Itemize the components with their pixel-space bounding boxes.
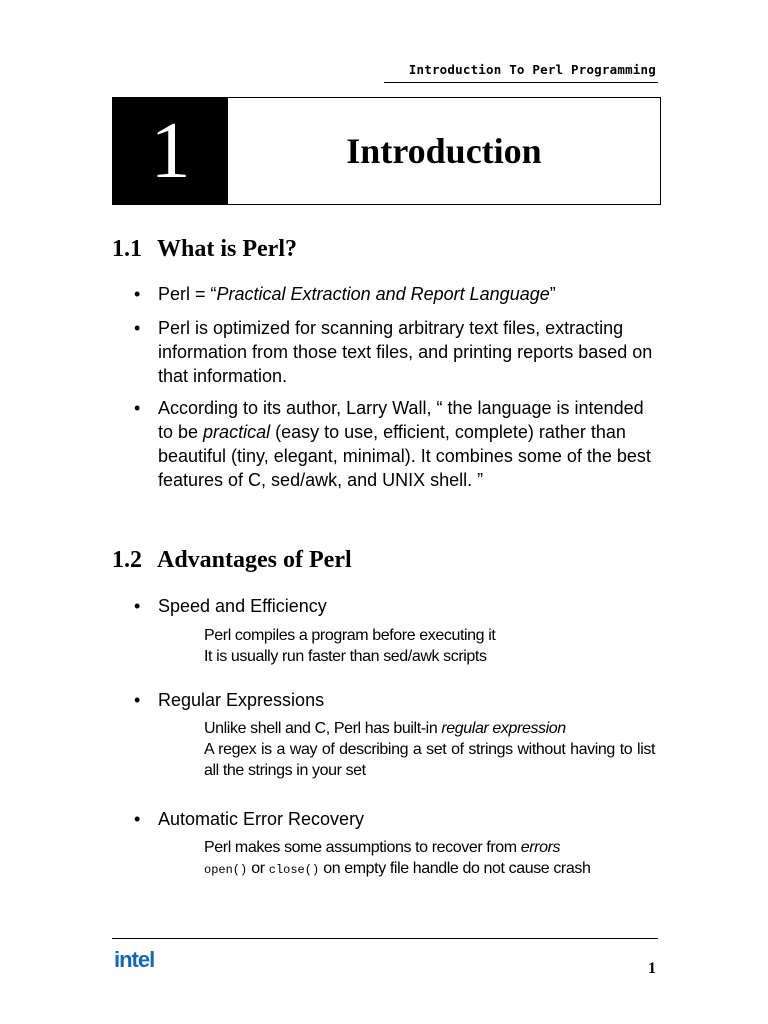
bullet-text: Perl is optimized for scanning arbitrary text files, extracting information from those text files, and printing reports based on that information.	[158, 318, 653, 386]
bullet-italic-text: practical	[203, 422, 271, 442]
running-header-title: Introduction To Perl Programming	[408, 62, 656, 77]
bullet-label: Regular Expressions	[158, 690, 325, 710]
detail-italic-text: errors	[520, 839, 561, 856]
bullet-speed	[134, 594, 654, 618]
bullet-icon: •	[134, 809, 141, 829]
regex-details	[204, 718, 655, 781]
bullet-text: Perl = “	[158, 284, 217, 304]
detail-line: A regex is a way of describing a set of strings without having to list all the strings in your set	[204, 741, 655, 779]
bullet-label: Speed and Efficiency	[158, 596, 327, 616]
bullet-italic-text: Practical Extraction and Report Language	[216, 284, 550, 304]
section-heading-what-is-perl	[112, 236, 297, 263]
code-open: open()	[204, 863, 248, 877]
detail-text: Unlike shell and C, Perl has built-in	[204, 720, 442, 737]
bullet-perl-acronym	[134, 282, 654, 306]
bullet-text: (easy to use, efficient, complete) rather than beautiful (tiny, elegant, minimal). It combines some of the best features of C, sed/awk, and UNIX shell. ”	[158, 422, 651, 490]
bullet-label: Automatic Error Recovery	[158, 809, 365, 829]
detail-text: on empty file handle do not cause crash	[319, 860, 591, 877]
section-title: What is Perl?	[157, 236, 297, 262]
bullet-text: According to its author, Larry Wall, “ the language is intended to be	[158, 398, 644, 442]
bullet-icon: •	[134, 318, 141, 338]
bullet-regex	[134, 688, 654, 712]
section-title: Advantages of Perl	[157, 547, 352, 573]
bullet-larry-wall-quote	[134, 396, 654, 492]
chapter-banner	[112, 97, 661, 205]
bullet-icon: •	[134, 690, 141, 710]
header-rule	[384, 82, 658, 83]
bullet-text: ”	[549, 284, 556, 304]
logo-wordmark: intel	[114, 947, 155, 972]
bullet-error-recovery	[134, 807, 654, 831]
detail-line-code	[204, 858, 655, 881]
recovery-details	[204, 837, 655, 881]
chapter-title: Introduction	[346, 131, 542, 171]
speed-details	[204, 625, 655, 667]
bullet-icon: •	[134, 596, 141, 616]
section-number: 1.2	[112, 547, 142, 573]
detail-italic-text: regular expression	[441, 720, 566, 737]
section-heading-advantages	[112, 547, 352, 574]
intel-logo-icon	[112, 944, 172, 976]
code-close: close()	[268, 863, 320, 877]
detail-line: It is usually run faster than sed/awk scripts	[204, 648, 487, 665]
footer-rule	[112, 938, 658, 939]
page-number: 1	[648, 960, 656, 977]
bullet-icon: •	[134, 398, 141, 418]
bullet-optimized	[134, 316, 654, 388]
detail-line: Perl compiles a program before executing it	[204, 627, 496, 644]
chapter-number: 1	[113, 98, 228, 204]
section-number: 1.1	[112, 236, 142, 262]
bullet-icon: •	[134, 284, 141, 304]
detail-text: Perl makes some assumptions to recover from	[204, 839, 521, 856]
detail-text: or	[247, 860, 269, 877]
